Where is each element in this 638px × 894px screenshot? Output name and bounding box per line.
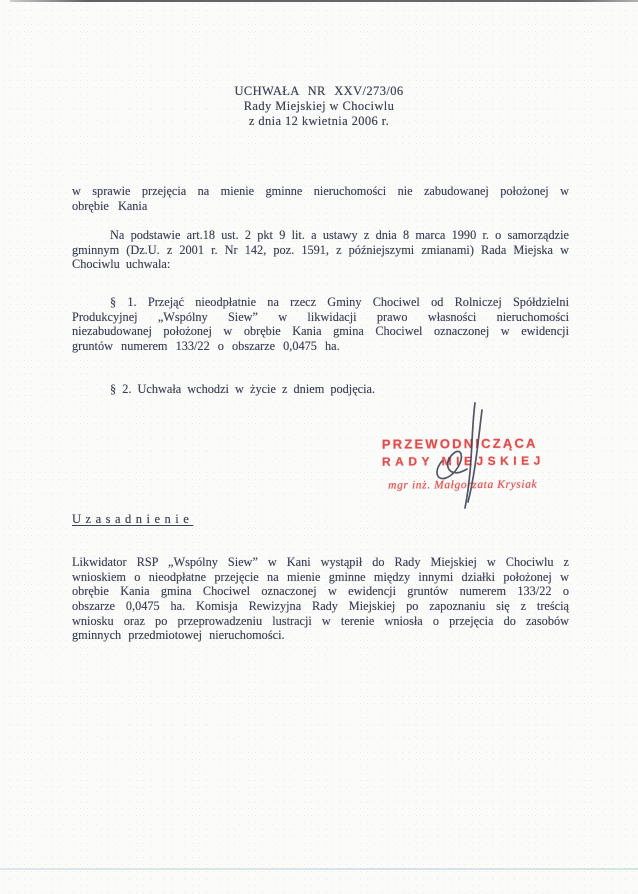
document-date: z dnia 12 kwietnia 2006 r. [248,114,390,128]
paragraph-1: § 1. Przejąć nieodpłatnie na rzecz Gminy Chociwel od Rolniczej Spółdzielni Produkcyjnej „Wspólny Siew” w likwidacji prawo własności nieruchomości niezabudowanej położonej w obrębie Kania gmina Chociwel oznaczonej w ewidencji gruntów numerem 133/22 o obszarze 0,0475 ha. [72,295,569,354]
justification-heading: Uzasadnienie [72,512,194,526]
justification-paragraph: Likwidator RSP „Wspólny Siew” w Kani wystąpił do Rady Miejskiej w Chociwlu z wnioskiem o nieodpłatne przejęcie na mienie gminne między innymi działki położonej w obrębie Kania gmina Chociwel oznaczonej w ewidencji gruntów numerem 133/22 o obszarze 0,0475 ha. Komisja Rewizyjna Rady Miejskiej po zapoznaniu się z treścią wniosku oraz po przeprowadzeniu lustracji w terenie wniosła o przejęcia do zasobów gminnych przedmiotowej nieruchomości. [72,555,569,643]
stamp-title-line: PRZEWODNICZĄCA [381,435,538,452]
scan-artifact-top-edge [10,0,638,2]
document-issuer: Rady Miejskiej w Chociwlu [243,99,395,113]
stamp-signatory-name: mgr inż. Małgorzata Krysiak [388,478,538,492]
document-title: UCHWAŁA NR XXV/273/06 [234,84,404,98]
document-title-block [0,84,638,129]
legal-basis-paragraph: Na podstawie art.18 ust. 2 pkt 9 lit. a ustawy z dnia 8 marca 1990 r. o samorządzie gminnym (Dz.U. z 2001 r. Nr 142, poz. 1591, z późniejszymi zmianami) Rada Miejska w Chociwlu uchwala: [72,228,569,272]
stamp-council-line: RADY MIEJSKIEJ [381,453,545,469]
subject-paragraph: w sprawie przejęcia na mienie gminne nieruchomości nie zabudowanej położonej w obrębie Kania [72,184,569,213]
handwritten-signature [418,397,513,515]
paragraph-2: § 2. Uchwała wchodzi w życie z dniem podjęcia. [110,382,376,397]
scan-artifact-crease [0,868,638,870]
